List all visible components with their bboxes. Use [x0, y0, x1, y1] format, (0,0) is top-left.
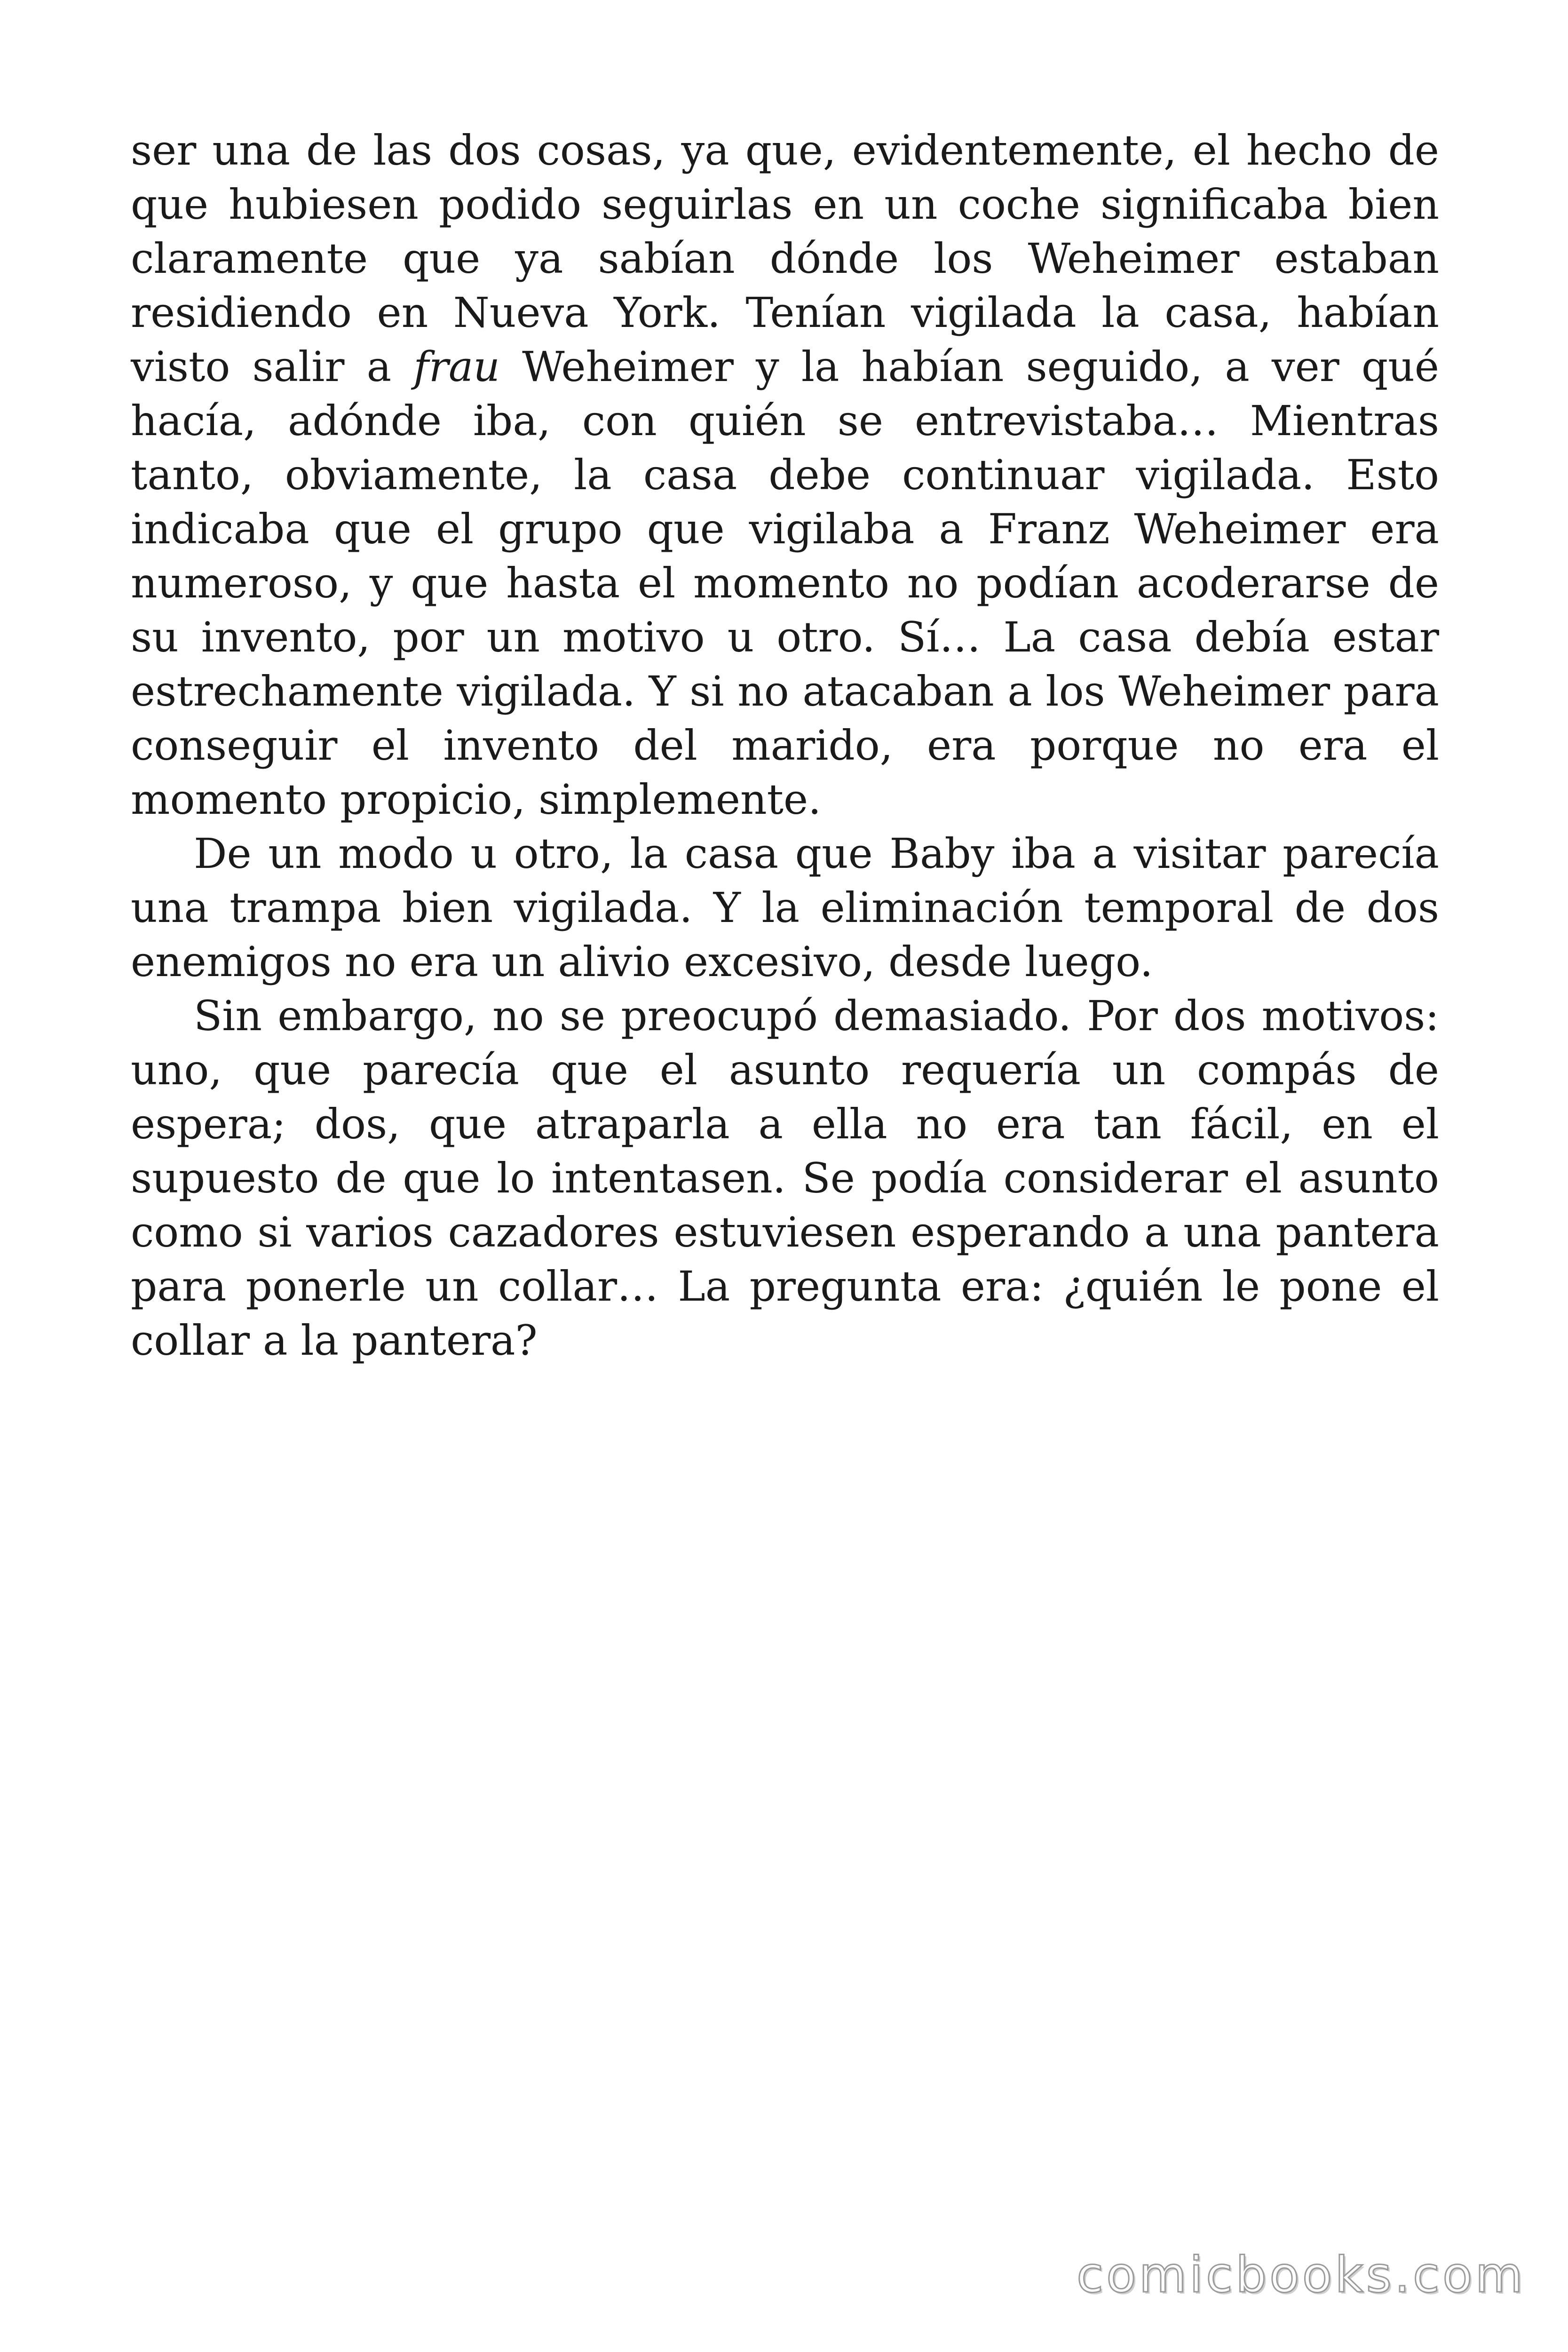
paragraph-2: De un modo u otro, la casa que Baby iba a visitar parecía una trampa bien vigilada. Y la eliminación temporal de dos enemigos no era un alivio excesivo, desde luego.: [131, 829, 1439, 986]
page-body: [131, 123, 1439, 1367]
paragraph-1-text-end: Weheimer y la habían seguido, a ver qué hacía, adónde iba, con quién se entrevistaba… Mientras tanto, obviamente, la casa debe continuar vigilada. Esto indicaba que el grupo que vigilaba a Franz Weheimer era numeroso, y que hasta el momento no podían acoderarse de su invento, por un motivo u otro. Sí… La casa debía estar estrechamente vigilada. Y si no atacaban a los Weheimer para conseguir el invento del marido, era porque no era el momento propicio, simplemente.: [131, 342, 1439, 824]
site-watermark: comicbooks.com: [1076, 2246, 1526, 2304]
paragraph-3: Sin embargo, no se preocupó demasiado. Por dos motivos: uno, que parecía que el asunto requería un compás de espera; dos, que atraparla a ella no era tan fácil, en el supuesto de que lo intentasen. Se podía considerar el asunto como si varios cazadores estuviesen esperando a una pantera para ponerle un collar… La pregunta era: ¿quién le pone el collar a la pantera?: [131, 992, 1439, 1365]
paragraph-1-text-start: ser una de las dos cosas, ya que, evidentemente, el hecho de que hubiesen podido seguirlas en un coche significaba bien claramente que ya sabían dónde los Weheimer estaban residiendo en Nueva York. Tenían vigilada la casa, habían visto salir a: [131, 126, 1439, 391]
paragraph-1: [131, 123, 1439, 826]
italic-word-frau: frau: [413, 342, 500, 391]
